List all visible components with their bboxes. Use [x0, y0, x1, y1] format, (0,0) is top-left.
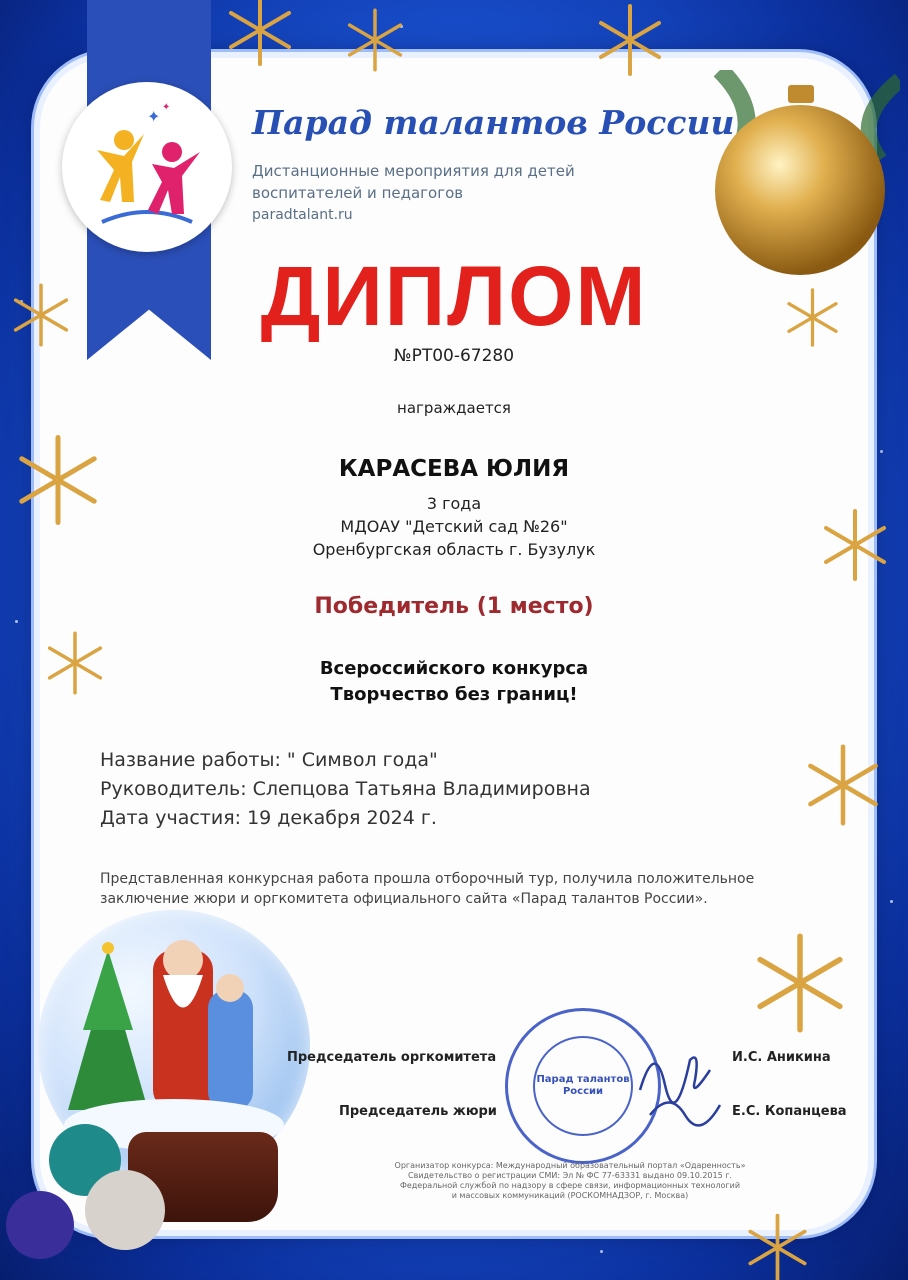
- contest-line1: Всероссийского конкурса: [319, 658, 589, 679]
- place-award: Победитель (1 место): [314, 594, 594, 619]
- work-details: [100, 746, 591, 833]
- organizer-line1: Организатор конкурса: Международный образовательный портал «Одаренность»: [394, 1161, 746, 1170]
- organizer-line2: Свидетельство о регистрации СМИ: Эл № ФС 77-63331 выдано 09.10.2015 г.: [408, 1171, 732, 1180]
- signature-mark: [630, 1030, 730, 1130]
- sparkle: [15, 620, 18, 623]
- jury-role: Председатель жюри: [339, 1104, 497, 1119]
- stamp-center: Парад талантов России: [533, 1036, 633, 1136]
- recipient-info: [0, 492, 908, 561]
- sparkle: [880, 450, 883, 453]
- recipient-institution: МДОАУ "Детский сад №26": [340, 517, 568, 536]
- jury-note: Представленная конкурсная работа прошла отборочный тур, получила положительное заключение жюри и оргкомитета официального сайта «Парад талантов России».: [100, 871, 755, 907]
- svg-text:✦: ✦: [147, 107, 161, 126]
- snowflake-icon: [798, 740, 888, 830]
- jury-name: Е.С. Копанцева: [732, 1104, 847, 1119]
- tagline-line1: Дистанционные мероприятия для детей: [252, 162, 575, 180]
- snowflake-icon: [590, 0, 670, 80]
- awarded-text: награждается: [397, 399, 511, 417]
- diploma-title: ДИПЛОМ: [260, 249, 648, 343]
- organizer-line3: Федеральной службой по надзору в сфере связи, информационных технологий: [399, 1181, 741, 1190]
- logo-children-icon: [62, 82, 232, 252]
- committee-name: И.С. Аникина: [732, 1050, 831, 1065]
- organizer-line4: и массовых коммуникаций (РОСКОМНАДЗОР, г. Москва): [451, 1191, 689, 1200]
- sparkle: [890, 900, 893, 903]
- diploma-number: №PT00-67280: [393, 346, 515, 366]
- brand-name: Парад талантов России: [252, 103, 735, 142]
- contest-line2: Творчество без границ!: [330, 684, 578, 705]
- participation-date: Дата участия: 19 декабря 2024 г.: [100, 807, 437, 829]
- contest-title: [0, 656, 908, 708]
- supervisor: Руководитель: Слепцова Татьяна Владимировна: [100, 778, 591, 800]
- organizer-info: [360, 1161, 780, 1201]
- recipient-location: Оренбургская область г. Бузулук: [312, 540, 596, 559]
- logo: [62, 82, 232, 252]
- snowflake-icon: [220, 0, 300, 70]
- snowflake-icon: [740, 1210, 815, 1280]
- recipient-age: 3 года: [426, 494, 482, 513]
- work-title: Название работы: " Символ года": [100, 749, 438, 771]
- recipient-name: КАРАСЕВА ЮЛИЯ: [338, 456, 570, 482]
- sparkle: [600, 1250, 603, 1253]
- svg-text:✦: ✦: [162, 102, 171, 113]
- committee-role: Председатель оргкомитета: [287, 1050, 497, 1065]
- snowflake-icon: [745, 928, 855, 1038]
- brand-tagline: [252, 160, 602, 204]
- christmas-balls-icon: [0, 1120, 200, 1280]
- snowflake-icon: [340, 5, 410, 75]
- site-link[interactable]: paradtalant.ru: [252, 207, 353, 223]
- tagline-line2: воспитателей и педагогов: [252, 184, 464, 202]
